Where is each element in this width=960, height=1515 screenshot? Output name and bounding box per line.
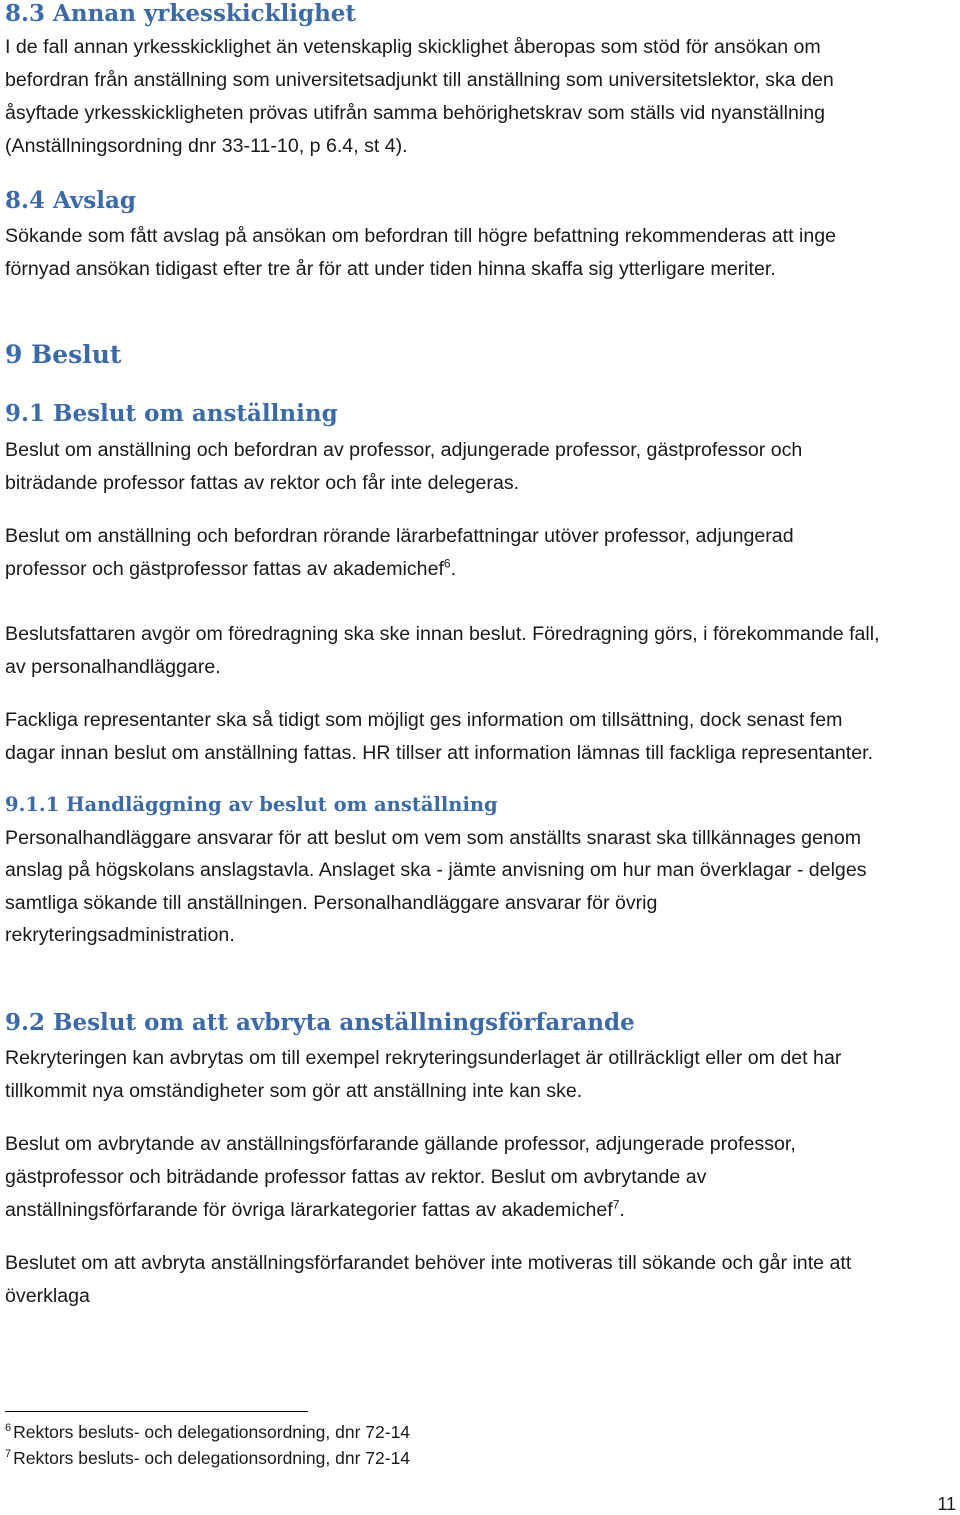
text-line: Beslut om anställning och befordran av professor, adjungerade professor, gästprofessor och: [5, 439, 803, 461]
text-line: rekryteringsadministration.: [5, 924, 235, 946]
footnote-text: Rektors besluts- och delegationsordning, dnr 72-14: [13, 1448, 411, 1468]
page-number: 11: [937, 1494, 956, 1514]
heading-9-2: 9.2 Beslut om att avbryta anställningsförfarande: [5, 1009, 635, 1036]
footnote-ref-7: 7: [612, 1197, 620, 1212]
footnote-text: Rektors besluts- och delegationsordning, dnr 72-14: [13, 1422, 411, 1442]
text-line: befordran från anställning som universitetsadjunkt till anställning som universitetslektor, ska den: [5, 69, 834, 91]
text-line: Beslut om anställning och befordran rörande lärarbefattningar utöver professor, adjungerad: [5, 525, 794, 547]
text-line: Personalhandläggare ansvarar för att beslut om vem som anställts snarast ska tillkännages genom: [5, 827, 862, 849]
text-line: överklaga: [5, 1285, 90, 1307]
text-line-with-footnote: [5, 1194, 625, 1227]
heading-8-3: 8.3 Annan yrkesskicklighet: [5, 0, 357, 27]
text-line: (Anställningsordning dnr 33-11-10, p 6.4, st 4).: [5, 135, 408, 157]
text-line: samtliga sökande till anställningen. Personalhandläggare ansvarar för övrig: [5, 892, 658, 914]
text-span: anställningsförfarande för övriga lärarkategorier fattas av akademichef: [5, 1199, 613, 1221]
text-line: dagar innan beslut om anställning fattas. HR tillser att information lämnas till fackliga representanter.: [5, 742, 874, 764]
heading-8-4: 8.4 Avslag: [5, 187, 136, 214]
text-line: tillkommit nya omständigheter som gör att anställning inte kan ske.: [5, 1080, 583, 1102]
text-line-with-footnote: [5, 553, 456, 586]
footnote-separator: [5, 1411, 308, 1412]
heading-9: 9 Beslut: [5, 340, 122, 369]
text-span: professor och gästprofessor fattas av akademichef: [5, 558, 444, 580]
text-line: Beslutet om att avbryta anställningsförfarandet behöver inte motiveras till sökande och går inte att: [5, 1252, 852, 1274]
text-line: av personalhandläggare.: [5, 656, 221, 678]
text-line: Rekryteringen kan avbrytas om till exempel rekryteringsunderlaget är otillräckligt eller om det har: [5, 1047, 842, 1069]
footnote-number: 6: [5, 1422, 12, 1435]
text-line: Beslutsfattaren avgör om föredragning ska ske innan beslut. Föredragning görs, i förekommande fall,: [5, 623, 880, 645]
text-line: I de fall annan yrkesskicklighet än vetenskaplig skicklighet åberopas som stöd för ansökan om: [5, 36, 821, 58]
footnote-7: [5, 1446, 410, 1470]
heading-9-1-1: 9.1.1 Handläggning av beslut om anställning: [5, 793, 498, 816]
text-line: gästprofessor och biträdande professor fattas av rektor. Beslut om avbrytande av: [5, 1166, 707, 1188]
footnote-ref-6: 6: [443, 556, 451, 571]
text-line: biträdande professor fattas av rektor och får inte delegeras.: [5, 472, 520, 494]
text-line: förnyad ansökan tidigast efter tre år för att under tiden hinna skaffa sig ytterligare meriter.: [5, 258, 776, 280]
text-line: anslag på högskolans anslagstavla. Anslaget ska - jämte anvisning om hur man överklagar - delges: [5, 859, 867, 881]
footnote-number: 7: [5, 1448, 12, 1461]
text-line: Fackliga representanter ska så tidigt som möjligt ges information om tillsättning, dock senast fem: [5, 709, 843, 731]
text-line: åsyftade yrkesskickligheten prövas utifrån samma behörighetskrav som ställs vid nyanställning: [5, 102, 826, 124]
text-span: .: [619, 1199, 625, 1221]
footnote-6: [5, 1420, 410, 1444]
heading-9-1: 9.1 Beslut om anställning: [5, 400, 338, 427]
text-line: Sökande som fått avslag på ansökan om befordran till högre befattning rekommenderas att inge: [5, 225, 837, 247]
text-span: .: [450, 558, 457, 580]
text-line: Beslut om avbrytande av anställningsförfarande gällande professor, adjungerade professor,: [5, 1133, 796, 1155]
